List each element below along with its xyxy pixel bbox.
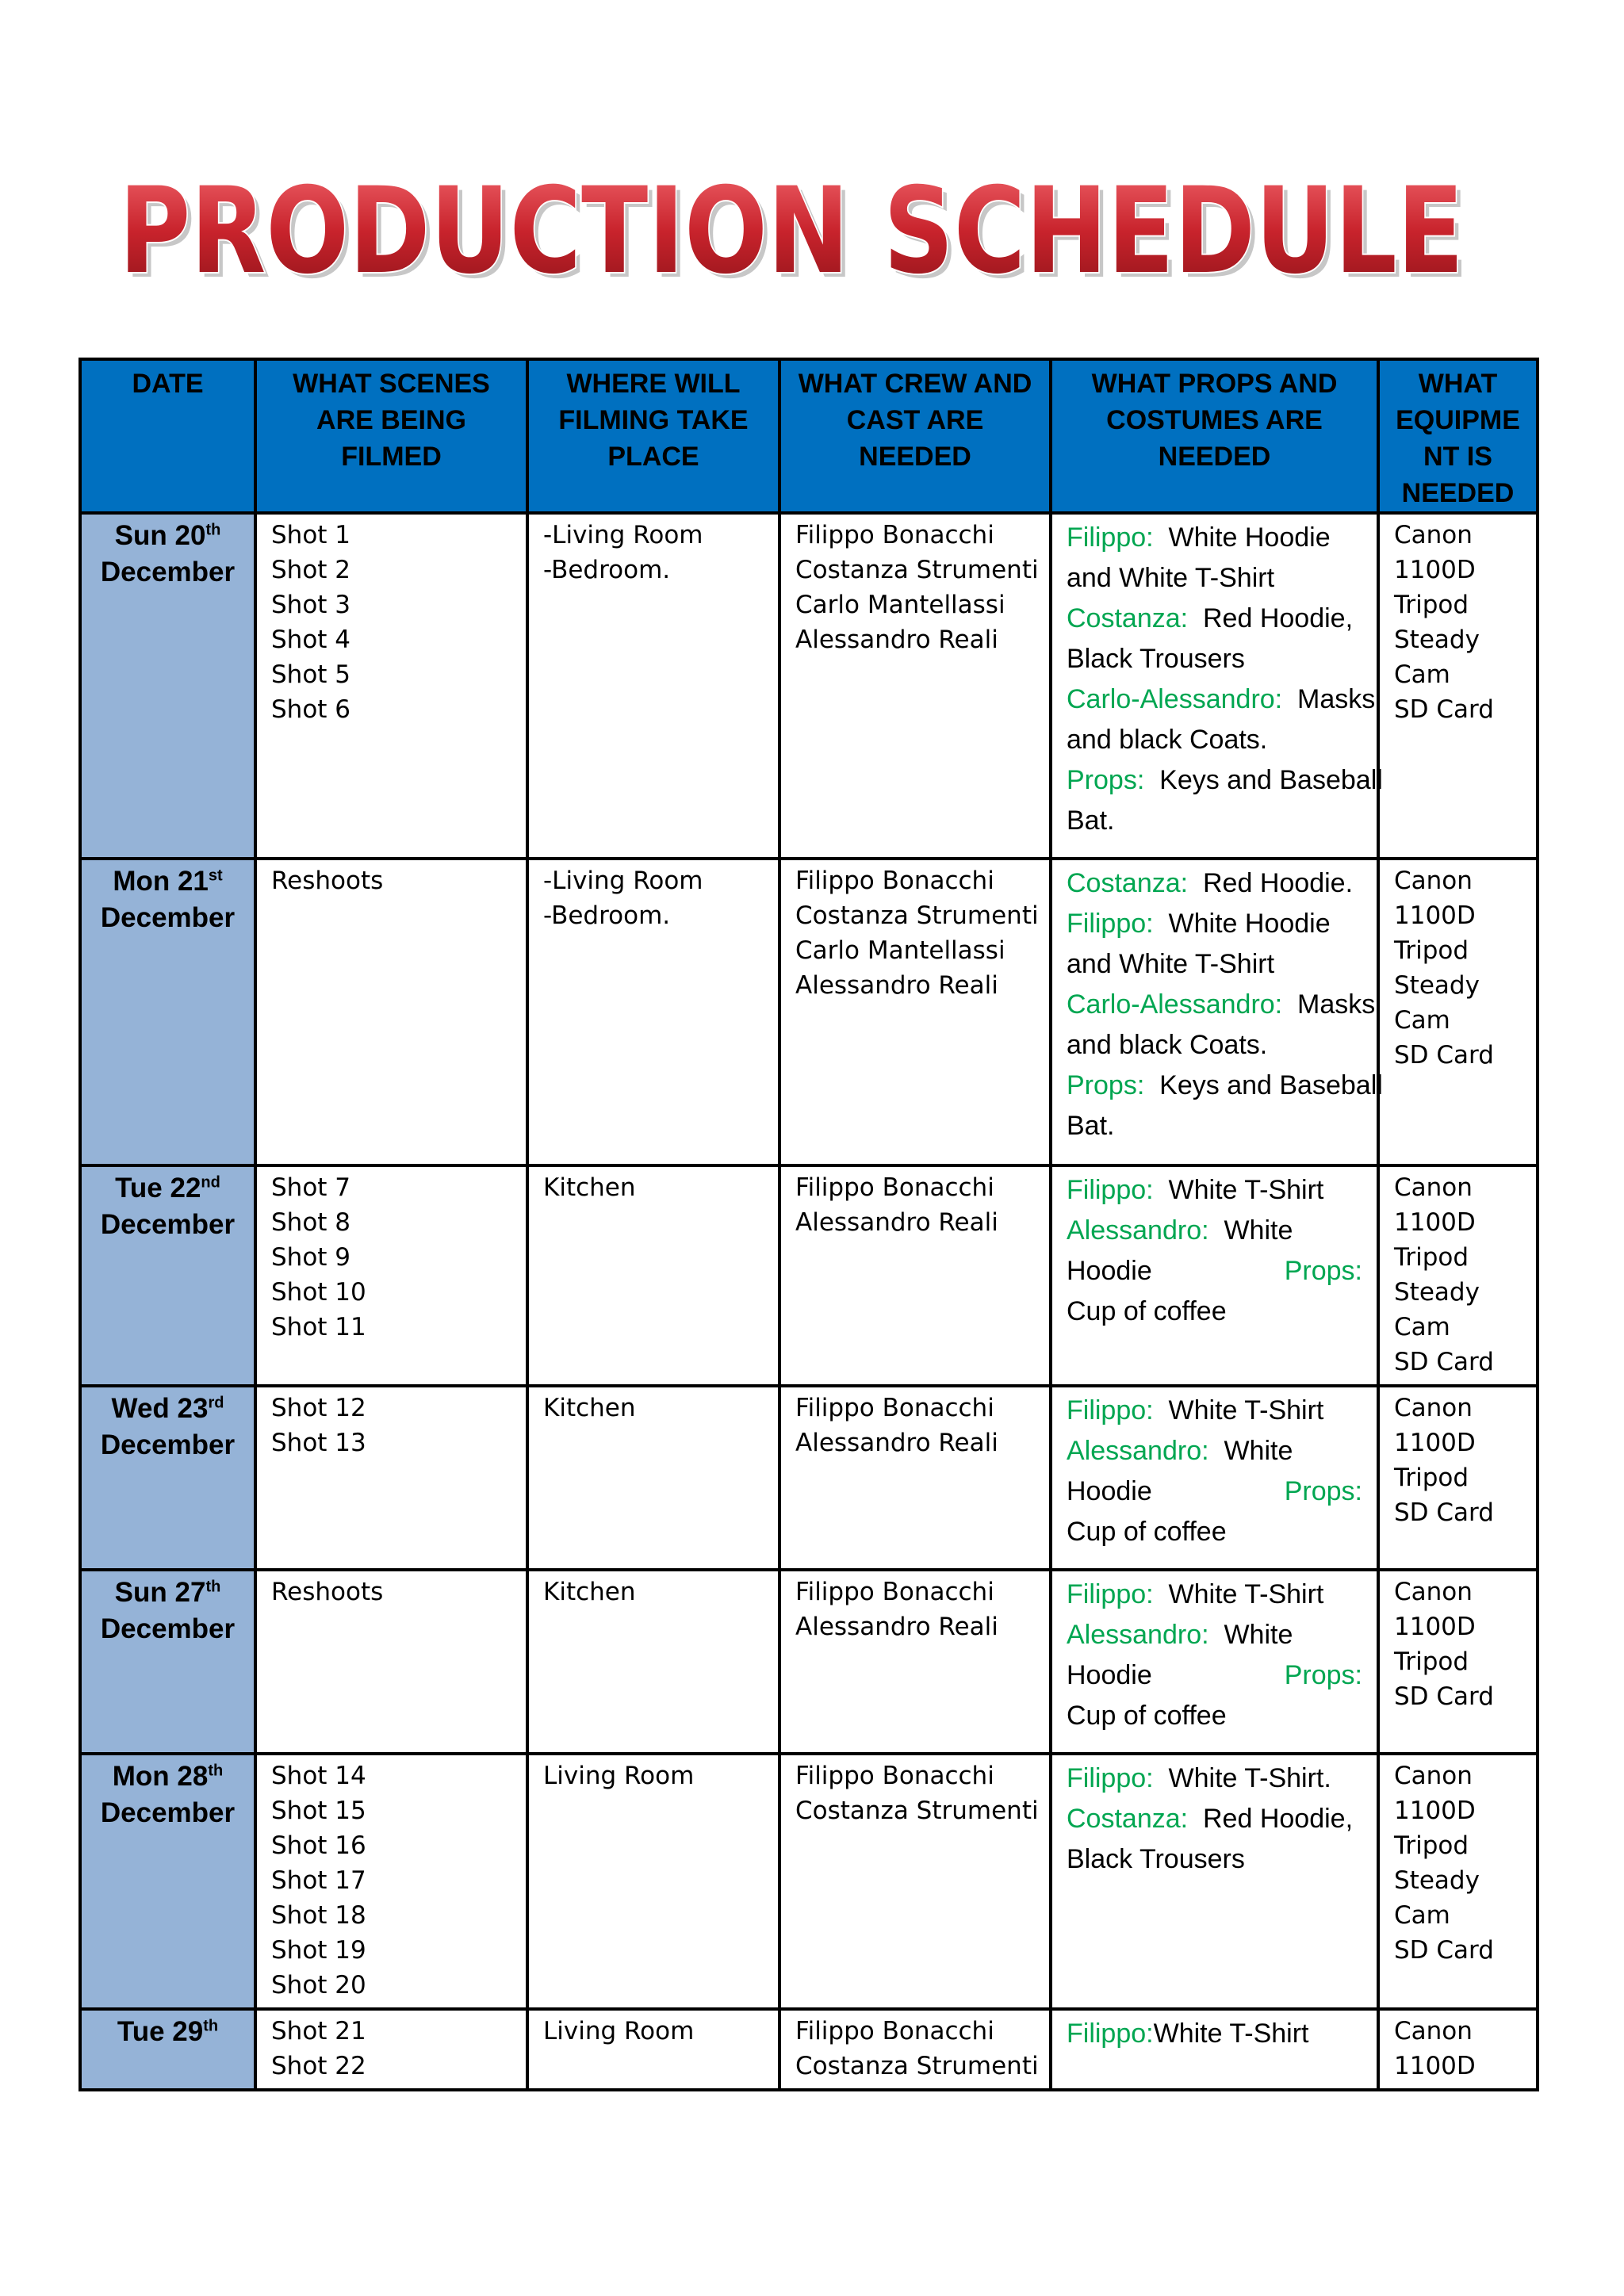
props-line [1067,599,1362,639]
props-label: Filippo: [1067,2019,1154,2049]
equipment-item: Cam [1394,1313,1450,1341]
scene-cell [255,1386,527,1570]
scene-item: Shot 8 [271,1208,351,1237]
date-day [96,863,239,900]
props-line [1067,558,1362,599]
date-cell [80,1165,255,1386]
props-text: White T-Shirt. [1168,1763,1331,1793]
props-cell [1051,1570,1378,1754]
scene-cell [255,859,527,1165]
props-line [1067,1251,1362,1292]
props-text: White [1224,1620,1293,1650]
scene-item: Shot 22 [271,2052,366,2080]
date-cell [80,1754,255,2009]
scene-item: Reshoots [271,1578,384,1606]
scene-item: Reshoots [271,867,384,895]
date-ordinal: th [205,1578,221,1596]
equipment-item: 1100D [1394,1613,1476,1641]
props-text: White T-Shirt [1168,1395,1324,1425]
props-text: Black Trousers [1067,644,1245,674]
scene-item: Shot 9 [271,1243,351,1272]
scene-item: Shot 19 [271,1936,366,1965]
table-row [80,2009,1538,2090]
location-item: Kitchen [543,1394,636,1422]
location-cell [527,1386,779,1570]
table-row [80,513,1538,859]
date-ordinal: rd [208,1394,224,1412]
equipment-item: Canon [1394,521,1473,549]
equipment-item: Tripod [1394,591,1469,619]
props-label: Costanza: [1067,1804,1189,1834]
props-text: Black Trousers [1067,1844,1245,1874]
props-text: White T-Shirt [1168,1579,1324,1609]
props-line [1067,1655,1362,1696]
scene-item: Shot 18 [271,1901,366,1930]
equipment-item: 1100D [1394,901,1476,930]
props-line [1067,720,1362,760]
equipment-item: 1100D [1394,2052,1476,2080]
scene-item: Shot 13 [271,1429,366,1457]
crew-cell [779,1570,1051,1754]
crew-cell [779,513,1051,859]
props-line [1067,1391,1362,1431]
equipment-item: Steady [1394,626,1480,654]
equipment-item: SD Card [1394,1041,1494,1070]
scene-item: Shot 15 [271,1797,366,1825]
props-text: Hoodie [1067,1256,1152,1286]
props-text: White T-Shirt [1168,1175,1324,1205]
crew-cell [779,1754,1051,2009]
date-day [96,2014,239,2050]
schedule-body [80,513,1538,2090]
crew-item: Carlo Mantellassi [795,591,1005,619]
location-cell [527,1754,779,2009]
crew-item: Filippo Bonacchi [795,1762,994,1790]
props-label: Costanza: [1067,603,1189,633]
props-line [1067,1106,1362,1146]
date-day-text: Mon 28 [112,1761,209,1792]
header-props: WHAT PROPS AND COSTUMES ARE NEEDED [1051,359,1378,513]
equipment-item: Tripod [1394,936,1469,965]
props-label: Props: [1067,765,1145,795]
date-month: December [100,1613,236,1644]
equipment-cell [1378,1386,1538,1570]
equipment-item: SD Card [1394,1348,1494,1376]
props-line [1067,1758,1362,1799]
date-month: December [100,1429,236,1460]
equipment-item: 1100D [1394,1797,1476,1825]
props-label: Filippo: [1067,1395,1154,1425]
props-text: Bat. [1067,806,1115,836]
date-ordinal: th [208,1762,224,1780]
location-item: -Living Room [543,867,703,895]
props-text: White Hoodie [1168,522,1331,553]
props-text: Cup of coffee [1067,1296,1227,1326]
equipment-item: Cam [1394,1006,1450,1035]
props-text: Hoodie [1067,1660,1152,1690]
scene-item: Shot 14 [271,1762,366,1790]
props-text: Red Hoodie, [1203,1804,1354,1834]
props-line [1067,1471,1362,1512]
props-cell [1051,2009,1378,2090]
location-item: Kitchen [543,1578,636,1606]
props-line [1067,1575,1362,1615]
props-text: Red Hoodie, [1203,603,1354,633]
props-line [1067,760,1383,801]
scene-item: Shot 12 [271,1394,366,1422]
crew-cell [779,859,1051,1165]
date-month: December [100,1209,236,1240]
props-line [1067,801,1362,841]
props-label: Filippo: [1067,522,1154,553]
date-day [96,518,239,554]
equipment-item: Cam [1394,1901,1450,1930]
props-text: White T-Shirt [1153,2019,1309,2049]
equipment-item: SD Card [1394,1682,1494,1711]
equipment-cell [1378,859,1538,1165]
props-text: White [1224,1436,1293,1466]
equipment-item: Steady [1394,971,1480,1000]
equipment-cell [1378,1570,1538,1754]
equipment-item: SD Card [1394,695,1494,724]
props-label-right: Props: [1284,1476,1362,1506]
props-text: Keys and Baseball [1159,765,1383,795]
props-line [1067,1799,1362,1839]
scene-item: Shot 21 [271,2017,366,2045]
scene-cell [255,1165,527,1386]
crew-item: Alessandro Reali [795,1613,998,1641]
date-month: December [100,902,236,933]
scene-cell [255,1754,527,2009]
props-line [1067,1512,1362,1552]
props-label-right: Props: [1284,1660,1362,1690]
props-line [1067,2014,1362,2054]
date-day [96,1170,239,1207]
equipment-cell [1378,513,1538,859]
equipment-item: Tripod [1394,1831,1469,1860]
props-label: Filippo: [1067,1763,1154,1793]
location-item: Kitchen [543,1173,636,1202]
crew-cell [779,1165,1051,1386]
props-text: White Hoodie [1168,909,1331,939]
location-cell [527,513,779,859]
props-label: Filippo: [1067,1175,1154,1205]
date-cell [80,513,255,859]
table-row [80,859,1538,1165]
header-scenes: WHAT SCENES ARE BEING FILMED [255,359,527,513]
date-ordinal: nd [201,1173,220,1192]
header-row [80,359,1538,513]
props-text: and White T-Shirt [1067,563,1275,593]
header-crew: WHAT CREW AND CAST ARE NEEDED [779,359,1051,513]
props-cell [1051,1386,1378,1570]
crew-item: Costanza Strumenti [795,556,1039,584]
equipment-item: Canon [1394,1578,1473,1606]
props-label: Costanza: [1067,868,1189,898]
date-cell [80,1386,255,1570]
crew-item: Alessandro Reali [795,626,998,654]
equipment-item: SD Card [1394,1936,1494,1965]
equipment-item: Canon [1394,1762,1473,1790]
props-text: and black Coats. [1067,725,1268,755]
props-text: Cup of coffee [1067,1701,1227,1731]
props-line [1067,639,1362,679]
props-label: Alessandro: [1067,1215,1209,1246]
props-text: Red Hoodie. [1203,868,1354,898]
equipment-item: Steady [1394,1866,1480,1895]
scene-item: Shot 20 [271,1971,366,1999]
props-label: Carlo-Alessandro: [1067,684,1283,714]
table-row [80,1165,1538,1386]
scene-cell [255,2009,527,2090]
equipment-item: Tripod [1394,1243,1469,1272]
page-title-text: PRODUCTION SCHEDULE [119,170,1464,300]
props-line [1067,863,1362,904]
date-day-text: Tue 22 [115,1173,201,1203]
header-equipment: WHAT EQUIPME NT IS NEEDED [1378,359,1538,513]
props-line [1067,1066,1383,1106]
date-day-text: Sun 20 [114,520,206,551]
props-cell [1051,1754,1378,2009]
props-label: Filippo: [1067,1579,1154,1609]
props-label-right: Props: [1284,1256,1362,1286]
props-line [1067,1839,1362,1880]
equipment-item: 1100D [1394,1208,1476,1237]
location-cell [527,2009,779,2090]
crew-item: Filippo Bonacchi [795,1173,994,1202]
scene-item: Shot 11 [271,1313,366,1341]
scene-item: Shot 6 [271,695,351,724]
date-day-text: Tue 29 [117,2016,204,2047]
location-cell [527,859,779,1165]
equipment-item: Canon [1394,1394,1473,1422]
equipment-item: Tripod [1394,1464,1469,1492]
date-ordinal: th [203,2017,219,2035]
location-item: -Bedroom. [543,556,671,584]
props-label: Props: [1067,1070,1145,1100]
crew-item: Filippo Bonacchi [795,521,994,549]
date-day-text: Sun 27 [114,1577,206,1608]
crew-item: Alessandro Reali [795,1429,998,1457]
date-cell [80,859,255,1165]
props-text: and black Coats. [1067,1030,1268,1060]
schedule-table [79,358,1539,2091]
props-label: Filippo: [1067,909,1154,939]
page-title-shadow: PRODUCTION SCHEDULE [124,170,1469,305]
props-line [1067,1170,1362,1211]
table-row [80,1570,1538,1754]
props-cell [1051,1165,1378,1386]
crew-item: Costanza Strumenti [795,901,1039,930]
props-label: Alessandro: [1067,1436,1209,1466]
date-month: December [100,557,236,587]
crew-item: Filippo Bonacchi [795,867,994,895]
props-text: Keys and Baseball [1159,1070,1383,1100]
props-line [1067,1211,1362,1251]
scene-item: Shot 4 [271,626,351,654]
props-line [1067,944,1362,985]
crew-item: Filippo Bonacchi [795,2017,994,2045]
location-cell [527,1165,779,1386]
location-item: Living Room [543,1762,695,1790]
crew-item: Costanza Strumenti [795,2052,1039,2080]
props-text: White [1224,1215,1293,1246]
crew-item: Costanza Strumenti [795,1797,1039,1825]
location-item: Living Room [543,2017,695,2045]
props-label: Carlo-Alessandro: [1067,989,1283,1020]
table-row [80,1754,1538,2009]
props-text: and White T-Shirt [1067,949,1275,979]
props-label: Alessandro: [1067,1620,1209,1650]
props-line [1067,679,1376,720]
props-line [1067,518,1362,558]
page-title [79,170,1507,313]
crew-item: Alessandro Reali [795,971,998,1000]
props-cell [1051,513,1383,859]
crew-item: Filippo Bonacchi [795,1394,994,1422]
header-date: DATE [80,359,255,513]
equipment-item: 1100D [1394,556,1476,584]
props-line [1067,1696,1362,1736]
scene-item: Shot 10 [271,1278,366,1307]
crew-item: Carlo Mantellassi [795,936,1005,965]
scene-item: Shot 2 [271,556,351,584]
scene-item: Shot 17 [271,1866,366,1895]
props-line [1067,904,1362,944]
scene-item: Shot 5 [271,660,351,689]
date-day [96,1391,239,1427]
props-text: Bat. [1067,1111,1115,1141]
date-day [96,1758,239,1795]
scene-item: Shot 1 [271,521,351,549]
props-text: Hoodie [1067,1476,1152,1506]
date-cell [80,2009,255,2090]
props-text: Masks [1297,684,1376,714]
props-text: Masks [1297,989,1376,1020]
equipment-item: SD Card [1394,1498,1494,1527]
props-cell [1051,859,1383,1165]
date-day [96,1575,239,1611]
props-line [1067,1431,1362,1471]
table-row [80,1386,1538,1570]
location-item: -Bedroom. [543,901,671,930]
equipment-item: Canon [1394,2017,1473,2045]
scene-cell [255,513,527,859]
scene-item: Shot 3 [271,591,351,619]
equipment-item: Tripod [1394,1647,1469,1676]
date-day-text: Wed 23 [111,1393,209,1424]
crew-item: Filippo Bonacchi [795,1578,994,1606]
equipment-item: Canon [1394,1173,1473,1202]
equipment-item: Canon [1394,867,1473,895]
scene-item: Shot 16 [271,1831,366,1860]
date-ordinal: st [208,867,223,885]
crew-item: Alessandro Reali [795,1208,998,1237]
date-month: December [100,1797,236,1828]
scene-cell [255,1570,527,1754]
location-cell [527,1570,779,1754]
header-location: WHERE WILL FILMING TAKE PLACE [527,359,779,513]
props-line [1067,985,1376,1025]
crew-cell [779,2009,1051,2090]
props-text: Cup of coffee [1067,1517,1227,1547]
equipment-item: 1100D [1394,1429,1476,1457]
equipment-item: Cam [1394,660,1450,689]
equipment-cell [1378,1165,1538,1386]
equipment-cell [1378,2009,1538,2090]
date-day-text: Mon 21 [113,866,209,897]
props-line [1067,1615,1362,1655]
equipment-item: Steady [1394,1278,1480,1307]
scene-item: Shot 7 [271,1173,351,1202]
crew-cell [779,1386,1051,1570]
date-cell [80,1570,255,1754]
location-item: -Living Room [543,521,703,549]
date-ordinal: th [205,521,221,539]
props-line [1067,1292,1362,1332]
props-line [1067,1025,1362,1066]
equipment-cell [1378,1754,1538,2009]
